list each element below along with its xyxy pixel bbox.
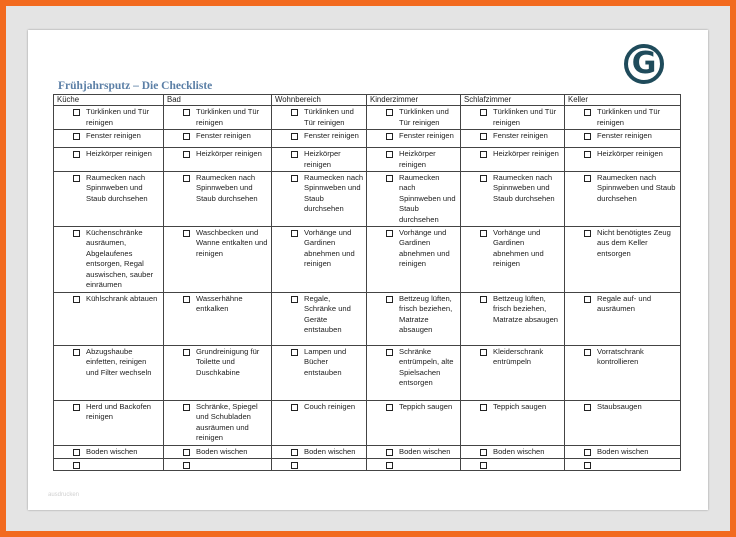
checklist-item-label <box>597 460 678 469</box>
checkbox[interactable] <box>584 349 591 356</box>
checklist-cell <box>272 459 367 471</box>
checklist-item-label: Vorhänge und Gardinen abnehmen und reinigen <box>304 228 355 269</box>
checkbox[interactable] <box>386 175 393 182</box>
checklist-item-label: Wasserhähne entkalken <box>196 294 243 314</box>
checklist-item-label: Schränke entrümpeln, alte Spielsachen entsorgen <box>399 347 454 388</box>
checklist-item-label: Türklinken und Tür reinigen <box>304 107 354 127</box>
checklist-item[interactable] <box>567 347 678 368</box>
checklist-item[interactable] <box>463 447 562 457</box>
checklist-item-label: Bettzeug lüften, frisch beziehen, Matratze absaugen <box>399 294 453 335</box>
checklist-item-label: Türklinken und Tür reinigen <box>196 107 260 127</box>
checklist-item[interactable] <box>567 228 678 259</box>
checkbox[interactable] <box>386 133 393 140</box>
table-row <box>54 172 681 227</box>
checklist-item-label: Teppich saugen <box>493 402 547 412</box>
checklist-item-label: Türklinken und Tür reinigen <box>493 107 557 127</box>
checklist-item[interactable] <box>166 460 269 469</box>
checklist-cell <box>565 346 681 401</box>
checkbox[interactable] <box>386 462 393 469</box>
checklist-cell <box>54 293 164 346</box>
checkbox[interactable] <box>291 230 298 237</box>
checklist-item[interactable] <box>166 294 269 315</box>
checkbox[interactable] <box>183 109 190 116</box>
checklist-item-label: Raumecken nach Spinnweben und Staub durchsehen <box>86 173 148 203</box>
checklist-cell <box>164 401 272 446</box>
checklist-item[interactable] <box>166 173 269 204</box>
table-row <box>54 227 681 293</box>
checklist-item-label: Kleiderschrank entrümpeln <box>493 347 544 367</box>
checklist-item-label: Waschbecken und Wanne entkalten und reinigen <box>196 228 268 258</box>
checklist-cell <box>565 459 681 471</box>
checkbox[interactable] <box>386 296 393 303</box>
checklist-cell <box>367 130 461 148</box>
checklist-item[interactable] <box>369 107 458 128</box>
footer-text: ausdrucken <box>48 492 80 498</box>
checklist-item[interactable] <box>166 347 269 378</box>
checkbox[interactable] <box>386 404 393 411</box>
checklist-item-label: Bettzeug lüften, frisch beziehen, Matratze absaugen <box>493 294 559 324</box>
checklist-item[interactable] <box>56 294 161 304</box>
checklist-item-label: Nicht benötigtes Zeug aus dem Keller entsorgen <box>597 228 671 258</box>
checkbox[interactable] <box>291 404 298 411</box>
checklist-cell <box>565 148 681 172</box>
table-row <box>54 445 681 458</box>
checklist-cell <box>164 346 272 401</box>
checklist-item[interactable] <box>274 173 364 215</box>
checkbox[interactable] <box>73 449 80 456</box>
checklist-item-label: Regale auf- und ausräumen <box>597 294 652 314</box>
checklist-cell <box>54 106 164 130</box>
checkbox[interactable] <box>291 462 298 469</box>
checklist-cell <box>565 172 681 227</box>
checklist-item[interactable] <box>567 149 678 159</box>
checklist-cell <box>367 293 461 346</box>
column-header-keller: Keller <box>565 95 681 106</box>
checklist-cell <box>272 106 367 130</box>
checklist-item-label: Grundreinigung für Toilette und Duschkabine <box>196 347 260 377</box>
checklist-item[interactable] <box>166 402 269 444</box>
checklist-item[interactable] <box>56 402 161 423</box>
checklist-cell <box>367 459 461 471</box>
checklist-item[interactable] <box>274 447 364 457</box>
checklist-item-label: Boden wischen <box>597 446 649 456</box>
checklist-item-label: Schränke, Spiegel und Schubladen ausräumen und reinigen <box>196 402 258 443</box>
checklist-item[interactable] <box>274 149 364 170</box>
checklist-item[interactable] <box>56 447 161 457</box>
checklist-item[interactable] <box>274 131 364 141</box>
brand-logo: G <box>624 44 664 84</box>
table-row <box>54 401 681 446</box>
checklist-item[interactable] <box>567 173 678 204</box>
checkbox[interactable] <box>584 462 591 469</box>
checklist-item[interactable] <box>567 294 678 315</box>
checklist-item[interactable] <box>463 107 562 128</box>
checkbox[interactable] <box>584 449 591 456</box>
checklist-cell <box>461 106 565 130</box>
checklist-item-label: Heizkörper reinigen <box>399 149 436 169</box>
checkbox[interactable] <box>480 296 487 303</box>
checkbox[interactable] <box>73 296 80 303</box>
checkbox[interactable] <box>73 175 80 182</box>
header-row <box>54 95 681 106</box>
checklist-item-label: Türklinken und Tür reinigen <box>86 107 150 127</box>
page-title: Frühjahrsputz – Die Checkliste <box>58 80 213 92</box>
checklist-cell <box>272 130 367 148</box>
checklist-item[interactable] <box>274 107 364 128</box>
checklist-item[interactable] <box>567 402 678 412</box>
checklist-cell <box>565 130 681 148</box>
checklist-item[interactable] <box>166 228 269 259</box>
checkbox[interactable] <box>480 349 487 356</box>
checklist-cell <box>367 445 461 458</box>
checkbox[interactable] <box>291 109 298 116</box>
checklist-item[interactable] <box>463 460 562 469</box>
checklist-cell <box>164 148 272 172</box>
checklist-cell <box>461 227 565 293</box>
checklist-item-label: Regale, Schränke und Geräte entstauben <box>304 294 351 335</box>
checklist-item[interactable] <box>567 447 678 457</box>
checklist-item-label: Lampen und Bücher entstauben <box>304 347 347 377</box>
checkbox[interactable] <box>386 230 393 237</box>
table-row <box>54 106 681 130</box>
checklist-item-label: Heizkörper reinigen <box>493 149 559 159</box>
checklist-item-label: Küchenschränke ausräumen, Abgelaufenes entsorgen, Regal auswischen, sauber einräumen <box>86 228 154 290</box>
checklist-cell <box>367 227 461 293</box>
checkbox[interactable] <box>291 449 298 456</box>
column-header-bad: Bad <box>164 95 272 106</box>
checkbox[interactable] <box>73 109 80 116</box>
checklist-cell <box>367 401 461 446</box>
checklist-cell <box>461 148 565 172</box>
checklist-item[interactable] <box>463 294 562 325</box>
checklist-cell <box>461 346 565 401</box>
checklist-item[interactable] <box>56 131 161 141</box>
checklist-item-label: Türklinken und Tür reinigen <box>399 107 449 127</box>
checklist-item-label: Heizkörper reinigen <box>597 149 663 159</box>
checkbox[interactable] <box>183 296 190 303</box>
checklist-item-label <box>86 460 161 469</box>
checklist-item-label: Herd und Backofen reinigen <box>86 402 152 422</box>
checklist-cell <box>565 293 681 346</box>
checklist-item-label: Fenster reinigen <box>597 131 652 141</box>
checkbox[interactable] <box>584 151 591 158</box>
checklist-cell <box>54 445 164 458</box>
checklist-cell <box>461 130 565 148</box>
checklist-cell <box>54 148 164 172</box>
checklist-cell <box>367 106 461 130</box>
checkbox[interactable] <box>183 151 190 158</box>
column-header-schlafzimmer: Schlafzimmer <box>461 95 565 106</box>
checklist-item[interactable] <box>369 131 458 141</box>
checklist-cell <box>164 293 272 346</box>
checklist-cell <box>164 445 272 458</box>
checklist-item[interactable] <box>166 149 269 159</box>
checklist-item-label: Fenster reinigen <box>304 131 359 141</box>
checklist-item-label: Raumecken nach Spinnweben und Staub durchsehen <box>196 173 258 203</box>
checklist-item[interactable] <box>369 149 458 170</box>
checklist-cell <box>54 227 164 293</box>
checkbox[interactable] <box>584 296 591 303</box>
column-header-kinderzimmer: Kinderzimmer <box>367 95 461 106</box>
checkbox[interactable] <box>73 133 80 140</box>
checkbox[interactable] <box>183 175 190 182</box>
checkbox[interactable] <box>73 230 80 237</box>
checklist-item-label: Raumecken nach Spinnweben und Staub durchsehen <box>304 173 364 214</box>
checklist-item[interactable] <box>369 402 458 412</box>
checklist-cell <box>164 459 272 471</box>
checklist-item[interactable] <box>274 228 364 270</box>
checkbox[interactable] <box>183 230 190 237</box>
checkbox[interactable] <box>183 449 190 456</box>
checklist-cell <box>367 172 461 227</box>
checklist-cell <box>272 401 367 446</box>
checklist-item-label: Raumecken nach Spinnweben und Staub durchsehen <box>399 173 456 224</box>
checklist-cell <box>565 401 681 446</box>
checklist-item-label: Boden wischen <box>86 446 138 456</box>
checklist-item-label: Raumecken nach Spinnweben und Staub durchsehen <box>597 173 676 203</box>
checklist-item[interactable] <box>166 131 269 141</box>
checkbox[interactable] <box>480 175 487 182</box>
checkbox[interactable] <box>584 175 591 182</box>
checklist-item-label: Boden wischen <box>304 446 356 456</box>
checklist-cell <box>54 172 164 227</box>
checklist-cell <box>461 172 565 227</box>
checklist-cell <box>272 445 367 458</box>
checklist-item-label: Kühlschrank abtauen <box>86 294 158 304</box>
checkbox[interactable] <box>291 296 298 303</box>
checklist-item[interactable] <box>166 107 269 128</box>
checklist-item[interactable] <box>56 460 161 469</box>
checklist-cell <box>461 401 565 446</box>
document-frame <box>6 6 730 531</box>
checklist-cell <box>272 172 367 227</box>
checkbox[interactable] <box>480 151 487 158</box>
checklist-item-label: Abzugshaube einfetten, reinigen und Filter wechseln <box>86 347 152 377</box>
checklist-cell <box>565 227 681 293</box>
checklist-cell <box>367 346 461 401</box>
checkbox[interactable] <box>480 133 487 140</box>
checklist-item-label <box>196 460 269 469</box>
checklist-cell <box>164 227 272 293</box>
checklist-item-label: Fenster reinigen <box>399 131 454 141</box>
checklist-cell <box>565 445 681 458</box>
checklist-item-label: Heizkörper reinigen <box>304 149 341 169</box>
checkbox[interactable] <box>480 230 487 237</box>
checklist-item[interactable] <box>369 173 458 225</box>
checklist-item[interactable] <box>369 228 458 270</box>
checkbox[interactable] <box>183 462 190 469</box>
checklist-item-label <box>493 460 562 469</box>
checkbox[interactable] <box>584 109 591 116</box>
checklist-cell <box>461 445 565 458</box>
checklist-item-label <box>304 460 364 469</box>
checklist-item-label: Couch reinigen <box>304 402 356 412</box>
table-row <box>54 346 681 401</box>
checklist-item[interactable] <box>463 228 562 270</box>
checklist-cell <box>164 106 272 130</box>
checkbox[interactable] <box>73 404 80 411</box>
checkbox[interactable] <box>386 109 393 116</box>
checklist-item[interactable] <box>56 347 161 378</box>
checklist-item[interactable] <box>463 131 562 141</box>
checkbox[interactable] <box>386 349 393 356</box>
checklist-item[interactable] <box>274 347 364 378</box>
checklist-item[interactable] <box>463 149 562 159</box>
checklist-item[interactable] <box>463 402 562 412</box>
checklist-item[interactable] <box>463 347 562 368</box>
table-row <box>54 293 681 346</box>
checklist-item-label: Heizkörper reinigen <box>86 149 152 159</box>
checklist-item[interactable] <box>567 131 678 141</box>
checklist-item-label: Fenster reinigen <box>196 131 251 141</box>
checklist-item[interactable] <box>369 460 458 469</box>
checkbox[interactable] <box>73 349 80 356</box>
checklist-cell <box>164 130 272 148</box>
document-page <box>28 30 708 510</box>
checklist-item-label: Boden wischen <box>399 446 451 456</box>
checklist-item-label: Teppich saugen <box>399 402 453 412</box>
table-row <box>54 459 681 471</box>
checklist-item[interactable] <box>274 460 364 469</box>
checklist-cell <box>164 172 272 227</box>
checkbox[interactable] <box>480 404 487 411</box>
table-row <box>54 130 681 148</box>
checkbox[interactable] <box>291 349 298 356</box>
checklist-cell <box>54 459 164 471</box>
checkbox[interactable] <box>386 151 393 158</box>
checklist-item-label: Türklinken und Tür reinigen <box>597 107 661 127</box>
checkbox[interactable] <box>73 151 80 158</box>
checklist-item-label: Fenster reinigen <box>86 131 141 141</box>
checklist-cell <box>54 130 164 148</box>
checklist-item[interactable] <box>369 347 458 389</box>
checkbox[interactable] <box>386 449 393 456</box>
column-header-kueche: Küche <box>54 95 164 106</box>
checkbox[interactable] <box>291 175 298 182</box>
checklist-item-label: Raumecken nach Spinnweben und Staub durchsehen <box>493 173 555 203</box>
checklist-item-label: Staubsaugen <box>597 402 642 412</box>
checklist-cell <box>54 401 164 446</box>
checklist-item-label: Vorhänge und Gardinen abnehmen und reinigen <box>399 228 450 269</box>
checkbox[interactable] <box>291 151 298 158</box>
checklist-cell <box>272 293 367 346</box>
checklist-item-label: Vorhänge und Gardinen abnehmen und reinigen <box>493 228 544 269</box>
checklist-cell <box>272 346 367 401</box>
checkbox[interactable] <box>183 133 190 140</box>
checklist-cell <box>367 148 461 172</box>
checklist-cell <box>461 459 565 471</box>
checklist-table <box>53 94 681 471</box>
checklist-item[interactable] <box>369 294 458 336</box>
checkbox[interactable] <box>291 133 298 140</box>
checkbox[interactable] <box>73 462 80 469</box>
checklist-cell <box>54 346 164 401</box>
checkbox[interactable] <box>480 109 487 116</box>
checklist-item-label: Boden wischen <box>196 446 248 456</box>
checkbox[interactable] <box>183 349 190 356</box>
checkbox[interactable] <box>584 133 591 140</box>
checklist-item[interactable] <box>463 173 562 204</box>
checklist-item[interactable] <box>56 228 161 290</box>
checkbox[interactable] <box>480 462 487 469</box>
checklist-item-label: Vorratschrank kontrollieren <box>597 347 644 367</box>
checklist-cell <box>461 293 565 346</box>
checkbox[interactable] <box>584 230 591 237</box>
checklist-cell <box>272 227 367 293</box>
column-header-wohnbereich: Wohnbereich <box>272 95 367 106</box>
checklist-item-label <box>399 460 458 469</box>
checklist-item[interactable] <box>274 402 364 412</box>
checklist-item[interactable] <box>274 294 364 336</box>
checklist-item-label: Fenster reinigen <box>493 131 548 141</box>
checklist-item[interactable] <box>56 107 161 128</box>
checklist-item[interactable] <box>567 107 678 128</box>
checklist-cell <box>565 106 681 130</box>
checklist-cell <box>272 148 367 172</box>
checkbox[interactable] <box>480 449 487 456</box>
table-row <box>54 148 681 172</box>
checklist-item[interactable] <box>56 173 161 204</box>
checkbox[interactable] <box>183 404 190 411</box>
checklist-item[interactable] <box>369 447 458 457</box>
checklist-item[interactable] <box>567 460 678 469</box>
checklist-item-label: Heizkörper reinigen <box>196 149 262 159</box>
checklist-item[interactable] <box>166 447 269 457</box>
checklist-item-label: Boden wischen <box>493 446 545 456</box>
checkbox[interactable] <box>584 404 591 411</box>
checklist-item[interactable] <box>56 149 161 159</box>
